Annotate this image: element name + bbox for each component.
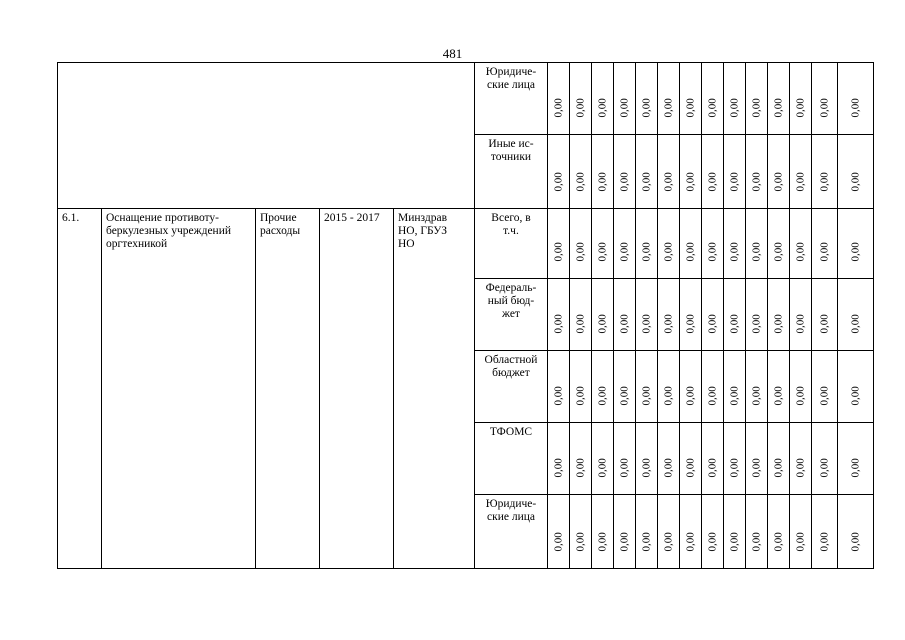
value-text: 0,00 [618,98,630,118]
value-cell [838,495,874,569]
value-text: 0,00 [596,98,608,118]
value-text: 0,00 [750,172,762,192]
funding-source-cell: Юридиче- ские лица [475,495,548,569]
value-text: 0,00 [849,98,861,118]
value-text: 0,00 [728,242,740,262]
value-text: 0,00 [706,386,718,406]
value-text: 0,00 [640,242,652,262]
value-cell [724,495,746,569]
value-cell [724,423,746,495]
value-text: 0,00 [818,242,830,262]
value-text: 0,00 [706,98,718,118]
value-cell [614,209,636,279]
value-cell [702,279,724,351]
value-cell [592,63,614,135]
value-text: 0,00 [574,172,586,192]
value-text: 0,00 [750,242,762,262]
value-text: 0,00 [794,458,806,478]
value-text: 0,00 [574,458,586,478]
prev-item-info-cell [58,63,475,209]
value-text: 0,00 [772,314,784,334]
value-text: 0,00 [728,532,740,552]
funding-source-cell: Областной бюджет [475,351,548,423]
item-number-cell: 6.1. [58,209,102,569]
value-text: 0,00 [574,242,586,262]
value-cell [680,279,702,351]
value-cell [724,279,746,351]
value-cell [592,279,614,351]
value-cell [636,209,658,279]
value-cell [724,135,746,209]
funding-source-cell: Федераль- ный бюд- жет [475,279,548,351]
value-text: 0,00 [684,242,696,262]
value-text: 0,00 [772,172,784,192]
value-cell [790,63,812,135]
value-cell [614,135,636,209]
value-text: 0,00 [772,386,784,406]
funding-source-cell: Всего, в т.ч. [475,209,548,279]
value-cell [592,423,614,495]
funding-source-cell: ТФОМС [475,423,548,495]
value-text: 0,00 [574,532,586,552]
value-text: 0,00 [728,98,740,118]
value-text: 0,00 [772,242,784,262]
value-text: 0,00 [640,532,652,552]
value-cell [746,63,768,135]
value-text: 0,00 [552,458,564,478]
value-cell [636,423,658,495]
value-cell [724,63,746,135]
value-text: 0,00 [618,242,630,262]
value-text: 0,00 [706,242,718,262]
value-cell [614,279,636,351]
value-text: 0,00 [618,172,630,192]
value-text: 0,00 [684,172,696,192]
value-text: 0,00 [552,532,564,552]
value-text: 0,00 [706,532,718,552]
value-cell [614,63,636,135]
value-text: 0,00 [552,98,564,118]
value-text: 0,00 [818,386,830,406]
value-text: 0,00 [662,386,674,406]
value-cell [636,63,658,135]
value-text: 0,00 [552,314,564,334]
value-text: 0,00 [794,98,806,118]
value-text: 0,00 [552,386,564,406]
value-text: 0,00 [794,314,806,334]
value-cell [790,351,812,423]
value-text: 0,00 [849,458,861,478]
value-cell [790,209,812,279]
value-text: 0,00 [574,314,586,334]
value-cell [548,209,570,279]
value-cell [768,279,790,351]
value-cell [812,135,838,209]
value-text: 0,00 [728,386,740,406]
value-text: 0,00 [794,172,806,192]
value-cell [614,423,636,495]
value-text: 0,00 [818,314,830,334]
value-text: 0,00 [596,314,608,334]
executor-cell: Минздрав НО, ГБУЗ НО [394,209,475,569]
value-cell [658,135,680,209]
value-cell [548,495,570,569]
funding-source-cell: Иные ис- точники [475,135,548,209]
value-cell [768,209,790,279]
value-cell [838,209,874,279]
value-text: 0,00 [552,172,564,192]
value-cell [790,279,812,351]
value-text: 0,00 [618,532,630,552]
value-text: 0,00 [662,242,674,262]
value-cell [636,495,658,569]
value-cell [680,495,702,569]
value-cell [570,63,592,135]
value-cell [548,423,570,495]
value-cell [636,351,658,423]
value-cell [570,135,592,209]
value-cell [680,423,702,495]
program-table [57,62,874,569]
value-text: 0,00 [849,314,861,334]
value-cell [592,351,614,423]
page-number: 481 [442,46,463,61]
value-cell [790,135,812,209]
value-cell [570,351,592,423]
value-text: 0,00 [750,532,762,552]
value-text: 0,00 [750,98,762,118]
value-text: 0,00 [618,386,630,406]
value-cell [570,495,592,569]
value-cell [746,279,768,351]
value-cell [768,135,790,209]
value-text: 0,00 [662,532,674,552]
value-cell [812,209,838,279]
value-cell [636,135,658,209]
value-cell [838,423,874,495]
expense-type-cell: Прочие расходы [256,209,320,569]
value-text: 0,00 [849,242,861,262]
value-text: 0,00 [684,458,696,478]
value-cell [724,351,746,423]
value-text: 0,00 [596,172,608,192]
value-cell [746,351,768,423]
value-cell [614,351,636,423]
value-text: 0,00 [818,172,830,192]
value-text: 0,00 [574,98,586,118]
value-text: 0,00 [772,458,784,478]
value-text: 0,00 [618,458,630,478]
value-text: 0,00 [794,386,806,406]
value-text: 0,00 [596,242,608,262]
value-cell [702,63,724,135]
value-cell [548,279,570,351]
value-cell [838,279,874,351]
value-cell [768,63,790,135]
value-cell [680,351,702,423]
value-cell [592,135,614,209]
value-text: 0,00 [728,172,740,192]
value-text: 0,00 [750,458,762,478]
value-cell [768,423,790,495]
value-text: 0,00 [618,314,630,334]
value-cell [790,495,812,569]
value-text: 0,00 [818,458,830,478]
value-cell [680,63,702,135]
value-text: 0,00 [684,386,696,406]
value-cell [812,63,838,135]
table-row [58,209,874,279]
value-cell [548,351,570,423]
value-text: 0,00 [684,532,696,552]
value-text: 0,00 [849,172,861,192]
value-text: 0,00 [849,532,861,552]
table-row [58,63,874,135]
value-text: 0,00 [552,242,564,262]
value-cell [838,351,874,423]
value-cell [570,279,592,351]
value-cell [838,63,874,135]
value-text: 0,00 [662,172,674,192]
value-text: 0,00 [772,532,784,552]
value-text: 0,00 [706,172,718,192]
period-cell: 2015 - 2017 [320,209,394,569]
value-text: 0,00 [728,314,740,334]
value-cell [812,495,838,569]
value-text: 0,00 [706,314,718,334]
value-text: 0,00 [750,386,762,406]
value-text: 0,00 [596,386,608,406]
value-cell [658,495,680,569]
value-text: 0,00 [640,98,652,118]
value-cell [812,351,838,423]
value-text: 0,00 [596,532,608,552]
value-cell [658,209,680,279]
value-cell [768,351,790,423]
value-cell [658,423,680,495]
value-text: 0,00 [794,532,806,552]
value-cell [746,495,768,569]
item-name-cell: Оснащение противоту- беркулезных учреждений оргтехникой [102,209,256,569]
value-text: 0,00 [640,172,652,192]
value-text: 0,00 [640,314,652,334]
value-text: 0,00 [640,458,652,478]
value-cell [592,209,614,279]
value-cell [702,351,724,423]
value-text: 0,00 [794,242,806,262]
value-cell [570,209,592,279]
value-text: 0,00 [772,98,784,118]
value-cell [746,209,768,279]
value-cell [812,423,838,495]
value-text: 0,00 [574,386,586,406]
value-text: 0,00 [818,98,830,118]
value-cell [658,351,680,423]
value-cell [658,63,680,135]
value-cell [838,135,874,209]
value-cell [746,423,768,495]
value-cell [724,209,746,279]
value-cell [790,423,812,495]
value-cell [592,495,614,569]
value-cell [570,423,592,495]
value-text: 0,00 [849,386,861,406]
value-text: 0,00 [640,386,652,406]
value-cell [548,135,570,209]
value-text: 0,00 [662,458,674,478]
value-cell [702,495,724,569]
value-text: 0,00 [750,314,762,334]
value-text: 0,00 [818,532,830,552]
value-cell [548,63,570,135]
value-text: 0,00 [662,314,674,334]
value-cell [768,495,790,569]
value-cell [680,209,702,279]
value-cell [680,135,702,209]
value-cell [614,495,636,569]
value-cell [746,135,768,209]
value-text: 0,00 [728,458,740,478]
value-text: 0,00 [684,314,696,334]
value-cell [702,423,724,495]
value-cell [702,209,724,279]
value-cell [658,279,680,351]
value-cell [702,135,724,209]
value-cell [636,279,658,351]
value-text: 0,00 [662,98,674,118]
value-text: 0,00 [706,458,718,478]
value-text: 0,00 [596,458,608,478]
value-text: 0,00 [684,98,696,118]
value-cell [812,279,838,351]
funding-source-cell: Юридиче- ские лица [475,63,548,135]
